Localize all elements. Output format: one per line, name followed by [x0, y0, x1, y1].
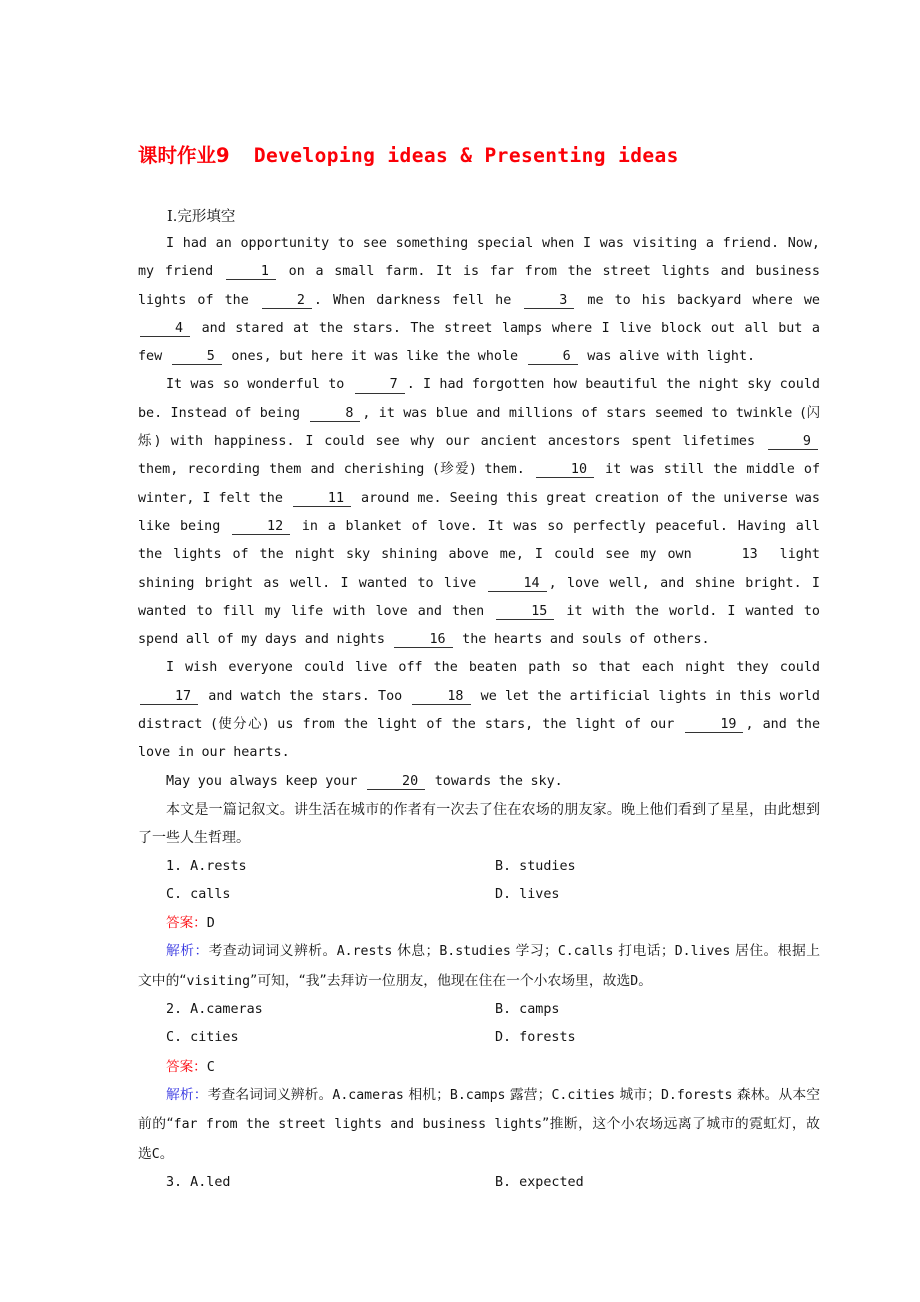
passage-text: them. — [475, 462, 534, 478]
questions-list — [138, 853, 820, 1198]
passage-text: , it was blue and millions of stars seemed to twinkle — [362, 405, 801, 421]
explanation-cn: 露营； — [505, 1086, 552, 1103]
explanation-en: C.cities — [551, 1087, 615, 1103]
passage-text: and watch the stars. Too — [200, 688, 411, 704]
cloze-blank[interactable]: 19 — [685, 718, 743, 733]
explanation-en: D.forests — [660, 1087, 733, 1103]
passage-gist: 本文是一篇记叙文。讲生活在城市的作者有一次去了住在农场的朋友家。晚上他们看到了星星，由此想到了一些人生哲理。 — [138, 801, 820, 847]
option-b[interactable]: B. studies — [495, 858, 576, 874]
option-b[interactable]: B. camps — [495, 1002, 560, 1018]
answer-value: D — [206, 916, 215, 932]
passage-paragraph — [138, 768, 820, 796]
cloze-blank[interactable]: 8 — [310, 407, 360, 422]
passage-paragraph — [138, 371, 820, 654]
passage-text: the hearts and souls of others. — [454, 632, 710, 648]
explanation-label: 解析： — [166, 943, 209, 960]
explanation-cn: 考查动词词义辨析。 — [208, 943, 337, 960]
passage-text: , love well, and shine bright. I wanted to fill my life with love and then — [138, 575, 820, 619]
cloze-blank[interactable]: 18 — [412, 690, 470, 705]
explanation-en: C — [151, 1146, 160, 1162]
section-numeral: Ⅰ — [167, 209, 173, 225]
cloze-blank[interactable]: 9 — [768, 435, 818, 450]
passage-text: . I had forgotten how beautiful the night sky could be. Instead of being — [138, 377, 820, 421]
answer-value: C — [206, 1059, 215, 1075]
question-block — [138, 1169, 820, 1197]
explanation-cn: ”推断，这个小农场远离了城市的霓虹灯，故选 — [138, 1116, 820, 1162]
explanation — [138, 937, 820, 996]
passage-text: ones, but here it was like the whole — [223, 349, 526, 365]
page-title-cn: 课时作业 — [138, 144, 217, 167]
explanation-en: far from the street lights and business lights — [173, 1117, 543, 1133]
cloze-blank[interactable]: 10 — [536, 463, 594, 478]
explanation-en: A.cameras — [332, 1087, 404, 1103]
passage-text: around me. Seeing this great creation of the universe was like being — [138, 490, 820, 534]
option-row — [138, 1024, 820, 1052]
cloze-blank[interactable]: 20 — [367, 775, 425, 790]
gloss-text: (使分心) — [211, 717, 269, 733]
passage-text: towards the sky. — [427, 773, 563, 789]
cloze-blank[interactable]: 4 — [140, 322, 190, 337]
cloze-blank[interactable]: 12 — [232, 520, 290, 535]
explanation-en: C.calls — [557, 944, 614, 960]
passage-paragraph — [138, 230, 820, 371]
cloze-blank[interactable]: 14 — [488, 577, 546, 592]
option-a[interactable]: 3. A.led — [166, 1174, 231, 1190]
explanation-cn: 学习； — [510, 943, 558, 960]
passage — [138, 230, 820, 796]
option-b[interactable]: B. expected — [495, 1174, 584, 1190]
option-row — [138, 996, 820, 1024]
answer-row — [138, 909, 820, 937]
option-c[interactable]: C. cities — [166, 1030, 239, 1046]
passage-text: in a blanket of love. It was so perfectly peaceful. Having all the lights of the night sky shining above me, I could see my own — [138, 518, 820, 563]
cloze-blank[interactable]: 11 — [293, 492, 351, 507]
passage-text: them, recording them and cherishing — [138, 462, 434, 478]
cloze-blank[interactable]: 2 — [262, 294, 312, 309]
passage-text: . When darkness fell he — [313, 292, 523, 308]
cloze-blank[interactable]: 15 — [496, 605, 554, 620]
explanation-en: B.camps — [449, 1087, 506, 1103]
passage-paragraph — [138, 654, 820, 767]
option-c[interactable]: C. calls — [166, 886, 231, 902]
explanation-label: 解析： — [166, 1086, 208, 1103]
passage-text: us from the light of the stars, the light of our — [268, 717, 684, 733]
explanation-cn: 森林。从本空前的“ — [138, 1086, 821, 1133]
section-label: .完形填空 — [172, 209, 236, 225]
cloze-blank[interactable]: 3 — [524, 294, 574, 309]
passage-text: it was still the middle of winter, I felt the — [138, 462, 821, 506]
question-block — [138, 996, 820, 1169]
question-block — [138, 853, 820, 996]
option-d[interactable]: D. forests — [495, 1030, 576, 1046]
passage-text: we let the artificial lights in this world distract — [138, 688, 820, 733]
explanation-en: D — [630, 973, 639, 989]
cloze-blank[interactable]: 17 — [140, 690, 198, 705]
cloze-blank[interactable]: 16 — [394, 633, 452, 648]
explanation-cn: 休息； — [392, 943, 440, 960]
page-title-number: 9 — [216, 144, 230, 167]
cloze-blank[interactable]: 13 — [741, 547, 758, 563]
explanation-en: visiting — [186, 973, 251, 989]
section-heading — [167, 205, 235, 226]
explanation-en: A.rests — [336, 944, 393, 960]
cloze-blank[interactable]: 6 — [528, 350, 578, 365]
explanation-cn: 城市； — [614, 1086, 661, 1103]
explanation-en: B.studies — [439, 944, 511, 960]
option-d[interactable]: D. lives — [495, 886, 560, 902]
answer-label: 答案： — [166, 915, 207, 932]
explanation-cn: ”可知，“我”去拜访一位朋友，他现在住在一个小农场里，故选 — [250, 972, 631, 989]
page-title — [138, 140, 838, 168]
explanation-cn: 打电话； — [613, 943, 675, 960]
passage-text: It was so wonderful to — [166, 377, 353, 393]
answer-row — [138, 1053, 820, 1081]
passage-text: I had an opportunity to see something special when I was visiting a friend. Now, my friend — [138, 236, 820, 280]
cloze-blank[interactable]: 1 — [226, 265, 276, 280]
cloze-blank[interactable]: 5 — [172, 350, 222, 365]
passage-text: was alive with light. — [579, 349, 756, 365]
cloze-blank[interactable]: 7 — [355, 378, 405, 393]
passage-text: it with the world. I wanted to spend all of my days and nights — [138, 603, 820, 648]
option-row — [138, 1169, 820, 1197]
passage-text: on a small farm. It is far from the street lights and business lights of the — [138, 264, 820, 308]
option-row — [138, 853, 820, 881]
page-title-en: Developing ideas & Presenting ideas — [253, 144, 679, 167]
gloss-text: (珍爱) — [433, 462, 476, 478]
option-a[interactable]: 2. A.cameras — [166, 1002, 263, 1018]
explanation-en: D.lives — [674, 944, 731, 960]
option-a[interactable]: 1. A.rests — [166, 858, 247, 874]
passage-text: me to his backyard where we — [576, 292, 820, 308]
passage-text: I wish everyone could live off the beaten path so that each night they could — [166, 660, 820, 676]
explanation-cn: 相机； — [403, 1086, 450, 1103]
passage-text: May you always keep your — [166, 773, 366, 789]
explanation-cn: 。 — [159, 1145, 174, 1162]
passage-text: and stared at the stars. The street lamps where I live block out all but a few — [138, 320, 820, 365]
content-flow — [138, 230, 820, 1197]
passage-text: with happiness. I could see why our ancient ancestors spent lifetimes — [159, 434, 766, 450]
gloss-text: (闪烁) — [138, 405, 820, 450]
passage-text: light shining bright as well. I wanted to live — [138, 547, 820, 591]
explanation-cn: 居住。根据上文中的“ — [138, 943, 821, 989]
explanation — [138, 1081, 820, 1169]
passage-text: , and the love in our hearts. — [138, 717, 821, 761]
explanation-cn: 考查名词词义辨析。 — [207, 1086, 333, 1103]
explanation-cn: 。 — [638, 972, 652, 989]
option-row — [138, 881, 820, 909]
answer-label: 答案： — [166, 1058, 207, 1075]
